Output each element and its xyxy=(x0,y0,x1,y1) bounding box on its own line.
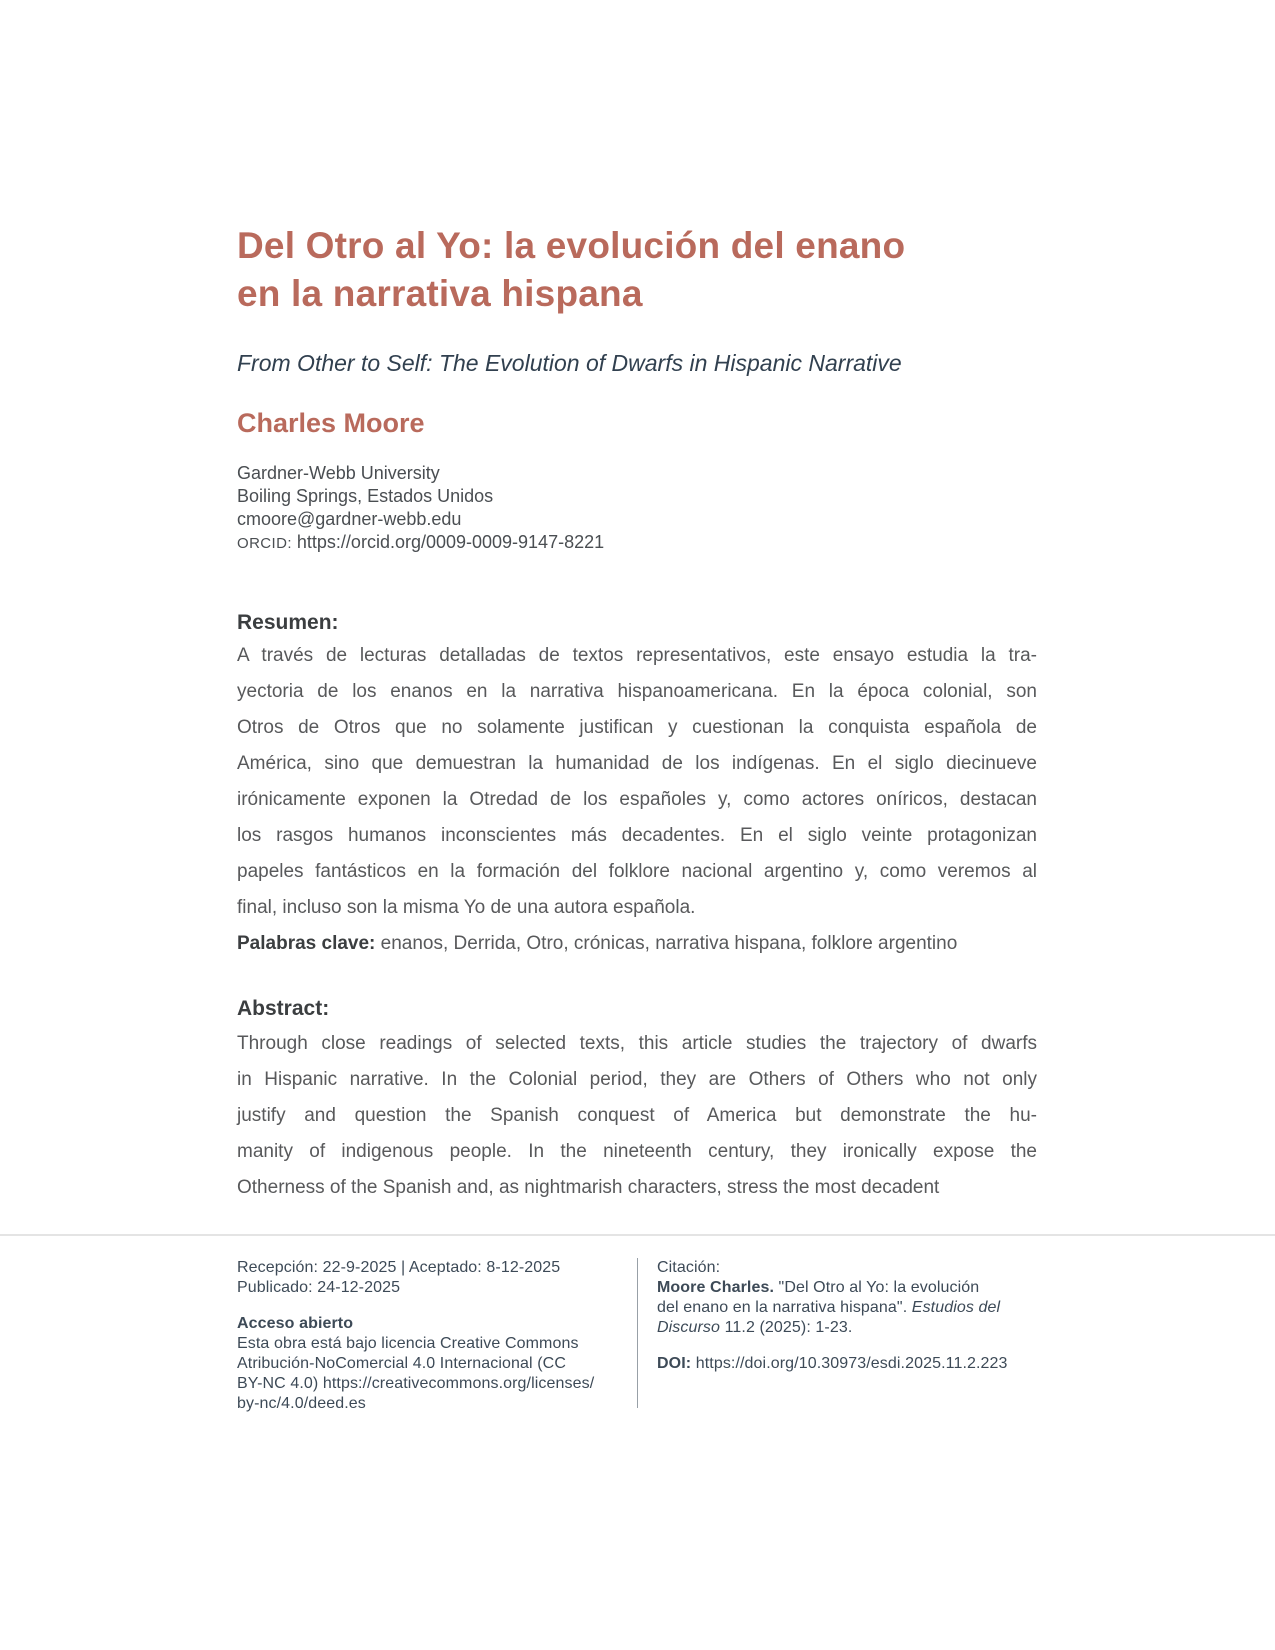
abstract-paragraph xyxy=(237,1026,1037,1206)
abstract-line: Otherness of the Spanish and, as nightmarish characters, stress the most decadent xyxy=(237,1177,940,1198)
open-access-heading: Acceso abierto xyxy=(237,1315,354,1332)
citation-issue-pages: 11.2 (2025): 1-23. xyxy=(720,1319,853,1336)
resumen-line: final, incluso son la misma Yo de una autora española. xyxy=(237,897,696,918)
orcid-url: https://orcid.org/0009-0009-9147-8221 xyxy=(291,532,605,552)
resumen-line: Otros de Otros que no solamente justifican y cuestionan la conquista española de xyxy=(237,717,1037,738)
resumen-line: A través de lecturas detalladas de textos representativos, este ensayo estudia la tra- xyxy=(237,645,1037,666)
author-email: cmoore@gardner-webb.edu xyxy=(237,509,462,529)
resumen-line: irónicamente exponen la Otredad de los españoles y, como actores oníricos, destacan xyxy=(237,789,1037,810)
article-title xyxy=(237,222,1027,318)
license-line: by-nc/4.0/deed.es xyxy=(237,1395,366,1412)
citation-journal-part: Discurso xyxy=(657,1319,721,1336)
reception-acceptance-dates: Recepción: 22-9-2025 | Aceptado: 8-12-2025 xyxy=(237,1259,561,1276)
resumen-line: los rasgos humanos inconscientes más decadentes. En el siglo veinte protagonizan xyxy=(237,825,1037,846)
article-title-line-1: Del Otro al Yo: la evolución del enano xyxy=(237,225,906,266)
doi-label: DOI: xyxy=(657,1355,692,1372)
citation-line xyxy=(657,1298,1042,1318)
abstract-heading: Abstract: xyxy=(237,997,330,1020)
footer-left-column xyxy=(237,1258,597,1414)
keywords-label: Palabras clave: xyxy=(237,933,376,954)
resumen-heading: Resumen: xyxy=(237,611,339,634)
citation-author: Moore Charles. xyxy=(657,1279,774,1296)
article-subtitle-english: From Other to Self: The Evolution of Dwarfs in Hispanic Narrative xyxy=(237,350,902,376)
doi-url: https://doi.org/10.30973/esdi.2025.11.2.223 xyxy=(691,1355,1008,1372)
author-name: Charles Moore xyxy=(237,408,425,438)
affiliation-location: Boiling Springs, Estados Unidos xyxy=(237,486,494,506)
footer-right-column xyxy=(657,1258,1042,1374)
author-orcid-line xyxy=(237,531,877,555)
citation-title-part: "Del Otro al Yo: la evolución xyxy=(774,1279,980,1296)
footer-column-divider xyxy=(637,1258,638,1408)
resumen-line: papeles fantásticos en la formación del folklore nacional argentino y, como veremos al xyxy=(237,861,1037,882)
citation-journal-part: Estudios del xyxy=(911,1299,1001,1316)
abstract-line: in Hispanic narrative. In the Colonial period, they are Others of Others who not only xyxy=(237,1069,1037,1090)
doi-line xyxy=(657,1354,1042,1374)
license-line: Atribución-NoComercial 4.0 Internacional (CC xyxy=(237,1355,566,1372)
resumen-paragraph xyxy=(237,638,1037,962)
author-affiliation-block xyxy=(237,462,877,555)
orcid-label: ORCID: xyxy=(237,535,292,552)
license-line: BY-NC 4.0) https://creativecommons.org/licenses/ xyxy=(237,1375,595,1392)
publication-date: Publicado: 24-12-2025 xyxy=(237,1279,401,1296)
citation-line xyxy=(657,1278,1042,1298)
keywords-line xyxy=(237,926,1037,962)
footer-separator-line xyxy=(0,1234,1275,1236)
citation-title-part: del enano en la narrativa hispana". xyxy=(657,1299,912,1316)
resumen-line: América, sino que demuestran la humanidad de los indígenas. En el siglo diecinueve xyxy=(237,753,1037,774)
abstract-line: justify and question the Spanish conquest of America but demonstrate the hu- xyxy=(237,1105,1037,1126)
keywords-text: enanos, Derrida, Otro, crónicas, narrativa hispana, folklore argentino xyxy=(375,933,958,954)
citation-label: Citación: xyxy=(657,1259,721,1276)
abstract-line: Through close readings of selected texts, this article studies the trajectory of dwarfs xyxy=(237,1033,1037,1054)
affiliation-university: Gardner-Webb University xyxy=(237,463,440,483)
resumen-line: yectoria de los enanos en la narrativa hispanoamericana. En la época colonial, son xyxy=(237,681,1037,702)
article-title-line-2: en la narrativa hispana xyxy=(237,273,643,314)
abstract-line: manity of indigenous people. In the nineteenth century, they ironically expose the xyxy=(237,1141,1037,1162)
citation-line xyxy=(657,1318,1042,1338)
license-line: Esta obra está bajo licencia Creative Commons xyxy=(237,1335,579,1352)
